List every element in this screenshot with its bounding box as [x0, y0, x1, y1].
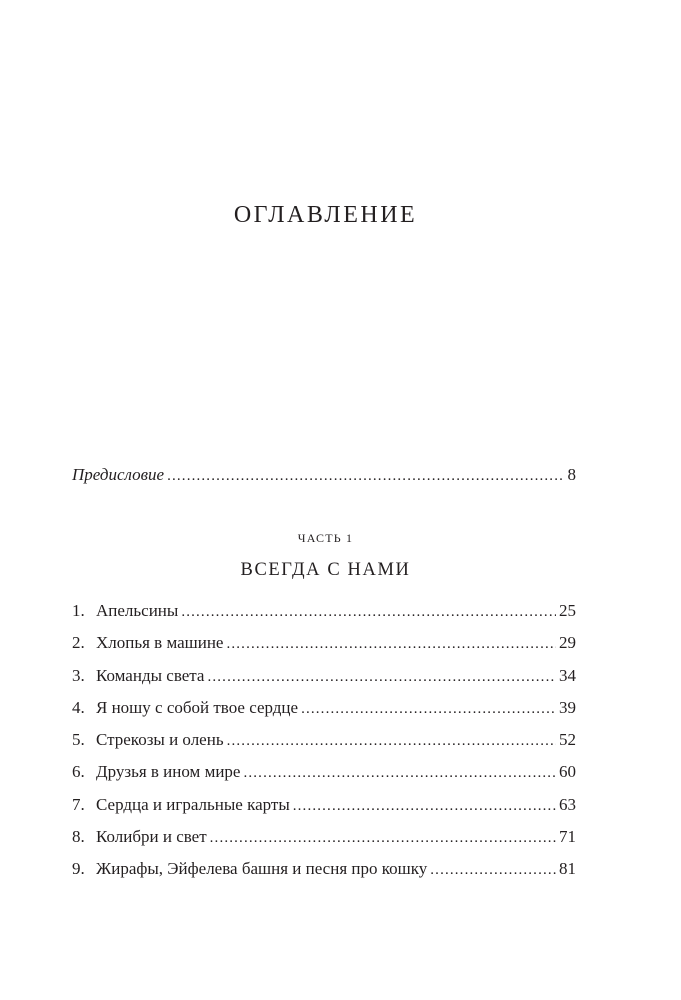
chapter-number: 3. [72, 665, 85, 685]
chapter-title: Друзья в ином мире [96, 762, 241, 782]
toc-row [72, 730, 576, 762]
toc-row [72, 827, 576, 859]
chapter-page: 39 [559, 697, 576, 717]
chapter-title: Жирафы, Эйфелева башня и песня про кошку [96, 859, 428, 879]
preface-entry [72, 465, 576, 497]
chapter-page: 63 [559, 794, 576, 814]
chapter-number: 6. [72, 762, 85, 782]
chapter-title: Хлопья в машине [96, 633, 224, 653]
chapter-number: 2. [72, 633, 85, 653]
toc-row [72, 633, 576, 665]
leader-dots [301, 701, 556, 718]
toc-row [72, 698, 576, 730]
toc-row [72, 762, 576, 794]
chapter-title: Команды света [96, 665, 205, 685]
chapter-page: 25 [559, 601, 576, 620]
leader-dots [167, 468, 564, 485]
chapter-page: 60 [559, 762, 576, 782]
toc-row [72, 465, 576, 497]
chapter-number: 9. [72, 859, 85, 879]
chapter-title: Сердца и игральные карты [96, 794, 290, 814]
leader-dots [207, 669, 556, 686]
leader-dots [226, 636, 556, 653]
preface-page: 8 [567, 465, 576, 484]
chapter-list [72, 601, 576, 892]
toc-row [72, 859, 576, 891]
leader-dots [430, 862, 556, 879]
chapter-page: 81 [559, 859, 576, 879]
leader-dots [243, 765, 556, 782]
toc-row [72, 601, 576, 633]
chapter-page: 71 [559, 827, 576, 847]
chapter-title: Стрекозы и олень [96, 730, 224, 750]
leader-dots [227, 733, 556, 750]
chapter-number: 1. [72, 601, 85, 620]
part-label: ЧАСТЬ 1 [297, 531, 354, 545]
chapter-title: Колибри и свет [96, 827, 207, 847]
leader-dots [210, 830, 556, 847]
toc-row [72, 666, 576, 698]
chapter-number: 4. [72, 697, 85, 717]
page-title: ОГЛАВЛЕНИЕ [233, 202, 418, 229]
chapter-number: 5. [72, 730, 85, 750]
chapter-number: 8. [72, 827, 85, 847]
leader-dots [181, 604, 556, 621]
chapter-title: Апельсины [96, 601, 179, 620]
chapter-title: Я ношу с собой твое сердце [96, 697, 299, 717]
chapter-page: 34 [559, 665, 576, 685]
chapter-page: 52 [559, 730, 576, 750]
chapter-page: 29 [559, 633, 576, 653]
toc-row [72, 795, 576, 827]
leader-dots [293, 798, 556, 815]
preface-label: Предисловие [72, 465, 165, 484]
chapter-number: 7. [72, 794, 85, 814]
part-title: ВСЕГДА С НАМИ [240, 560, 411, 580]
